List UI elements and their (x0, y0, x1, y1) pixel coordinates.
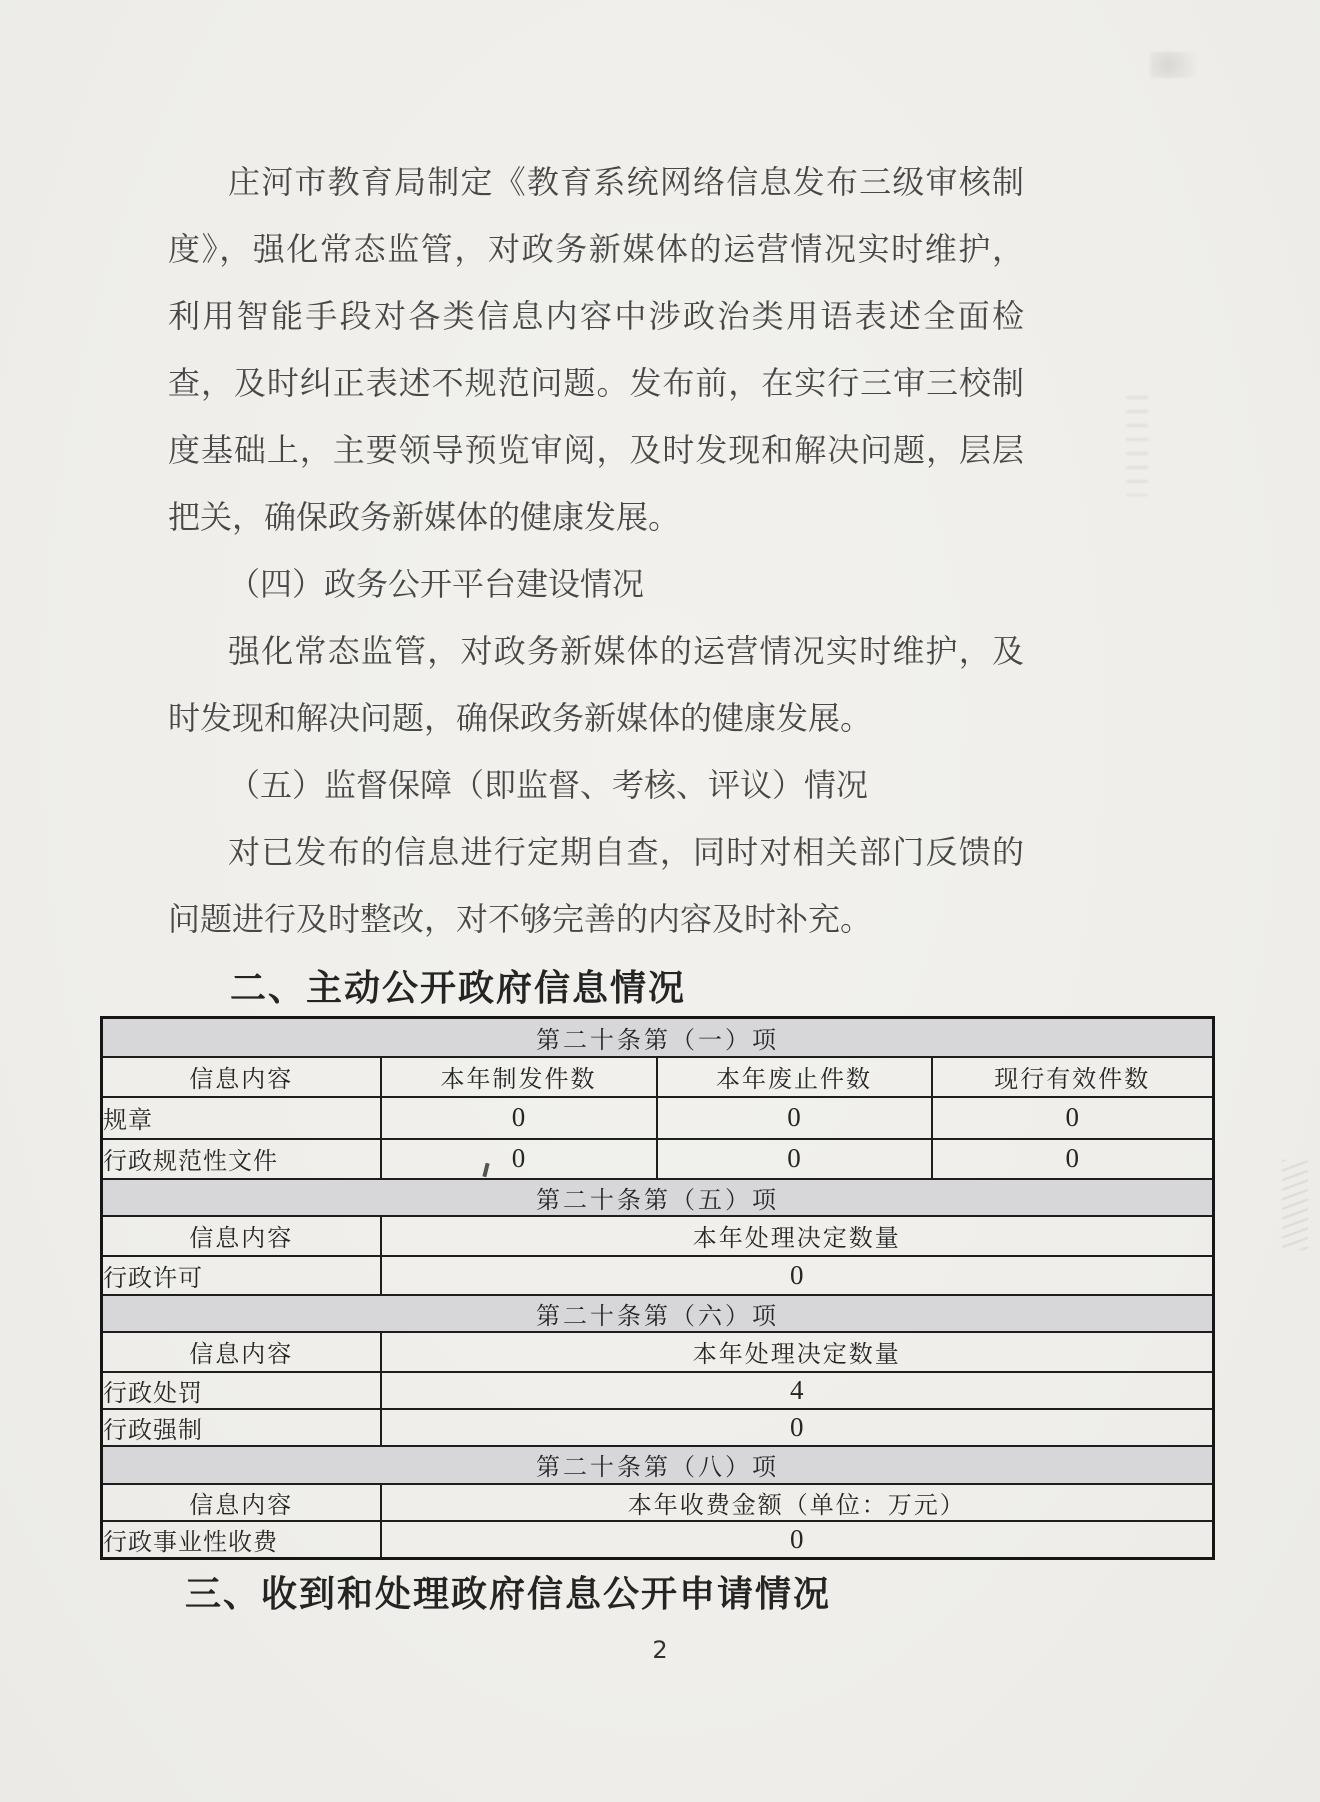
column-header: 信息内容 (102, 1484, 381, 1521)
cell-value: 0 (381, 1409, 1214, 1446)
cell-value: 0 (932, 1139, 1214, 1179)
cell-value: 0 (932, 1097, 1214, 1139)
table-band-header: 第二十条第（六）项 (102, 1295, 1214, 1332)
column-header: 现行有效件数 (932, 1057, 1214, 1097)
row-label: 行政规范性文件 (102, 1139, 381, 1179)
column-header: 本年处理决定数量 (381, 1216, 1214, 1256)
column-header: 本年收费金额（单位：万元） (381, 1484, 1214, 1521)
scan-artifact (1282, 1160, 1308, 1250)
column-header: 本年废止件数 (657, 1057, 932, 1097)
row-label: 行政强制 (102, 1409, 381, 1446)
cell-value: 4 (381, 1372, 1214, 1409)
row-label: 行政事业性收费 (102, 1521, 381, 1559)
table-row (102, 1256, 1214, 1295)
column-header: 信息内容 (102, 1332, 381, 1372)
disclosure-statistics-table (100, 1016, 1215, 1560)
body-line: 度》，强化常态监管，对政务新媒体的运营情况实时维护， (168, 231, 1024, 267)
table-row (102, 1409, 1214, 1446)
table-band-header: 第二十条第（八）项 (102, 1446, 1214, 1484)
column-header: 信息内容 (102, 1057, 381, 1097)
table-row (102, 1097, 1214, 1139)
column-header: 信息内容 (102, 1216, 381, 1256)
table-row (102, 1139, 1214, 1179)
column-header: 本年制发件数 (381, 1057, 657, 1097)
cell-value: 0 (381, 1097, 657, 1139)
cell-value: 0 (657, 1097, 932, 1139)
table-band-header: 第二十条第（一）项 (102, 1018, 1214, 1057)
body-line: 问题进行及时整改，对不够完善的内容及时补充。 (168, 901, 873, 937)
body-line: 对已发布的信息进行定期自查，同时对相关部门反馈的 (228, 834, 1024, 870)
body-line: 强化常态监管，对政务新媒体的运营情况实时维护，及 (228, 633, 1024, 669)
table-row (102, 1372, 1214, 1409)
cell-value: 0 (381, 1256, 1214, 1295)
subsection-heading-four: （四）政务公开平台建设情况 (228, 566, 645, 602)
section-heading-three: 三、收到和处理政府信息公开申请情况 (185, 1573, 832, 1614)
body-line: 把关，确保政务新媒体的健康发展。 (168, 499, 681, 535)
row-label: 行政处罚 (102, 1372, 381, 1409)
body-line: 查，及时纠正表述不规范问题。发布前，在实行三审三校制 (168, 365, 1024, 401)
scan-artifact (1126, 396, 1148, 496)
table-row (102, 1521, 1214, 1559)
subsection-heading-five: （五）监督保障（即监督、考核、评议）情况 (228, 767, 869, 803)
row-label: 规章 (102, 1097, 381, 1139)
section-heading-two: 二、主动公开政府信息情况 (230, 967, 687, 1008)
body-line: 庄河市教育局制定《教育系统网络信息发布三级审核制 (228, 164, 1024, 200)
body-line: 度基础上，主要领导预览审阅，及时发现和解决问题，层层 (168, 432, 1024, 468)
cell-value: 0 (381, 1139, 657, 1179)
table-band-header: 第二十条第（五）项 (102, 1179, 1214, 1216)
body-line: 时发现和解决问题，确保政务新媒体的健康发展。 (168, 700, 873, 736)
page-number: 2 (652, 1636, 668, 1664)
body-line: 利用智能手段对各类信息内容中涉政治类用语表述全面检 (168, 298, 1024, 334)
row-label: 行政许可 (102, 1256, 381, 1295)
cell-value: 0 (657, 1139, 932, 1179)
cell-value: 0 (381, 1521, 1214, 1559)
body-text-block (168, 149, 1024, 953)
column-header: 本年处理决定数量 (381, 1332, 1214, 1372)
scan-artifact (1150, 52, 1210, 78)
